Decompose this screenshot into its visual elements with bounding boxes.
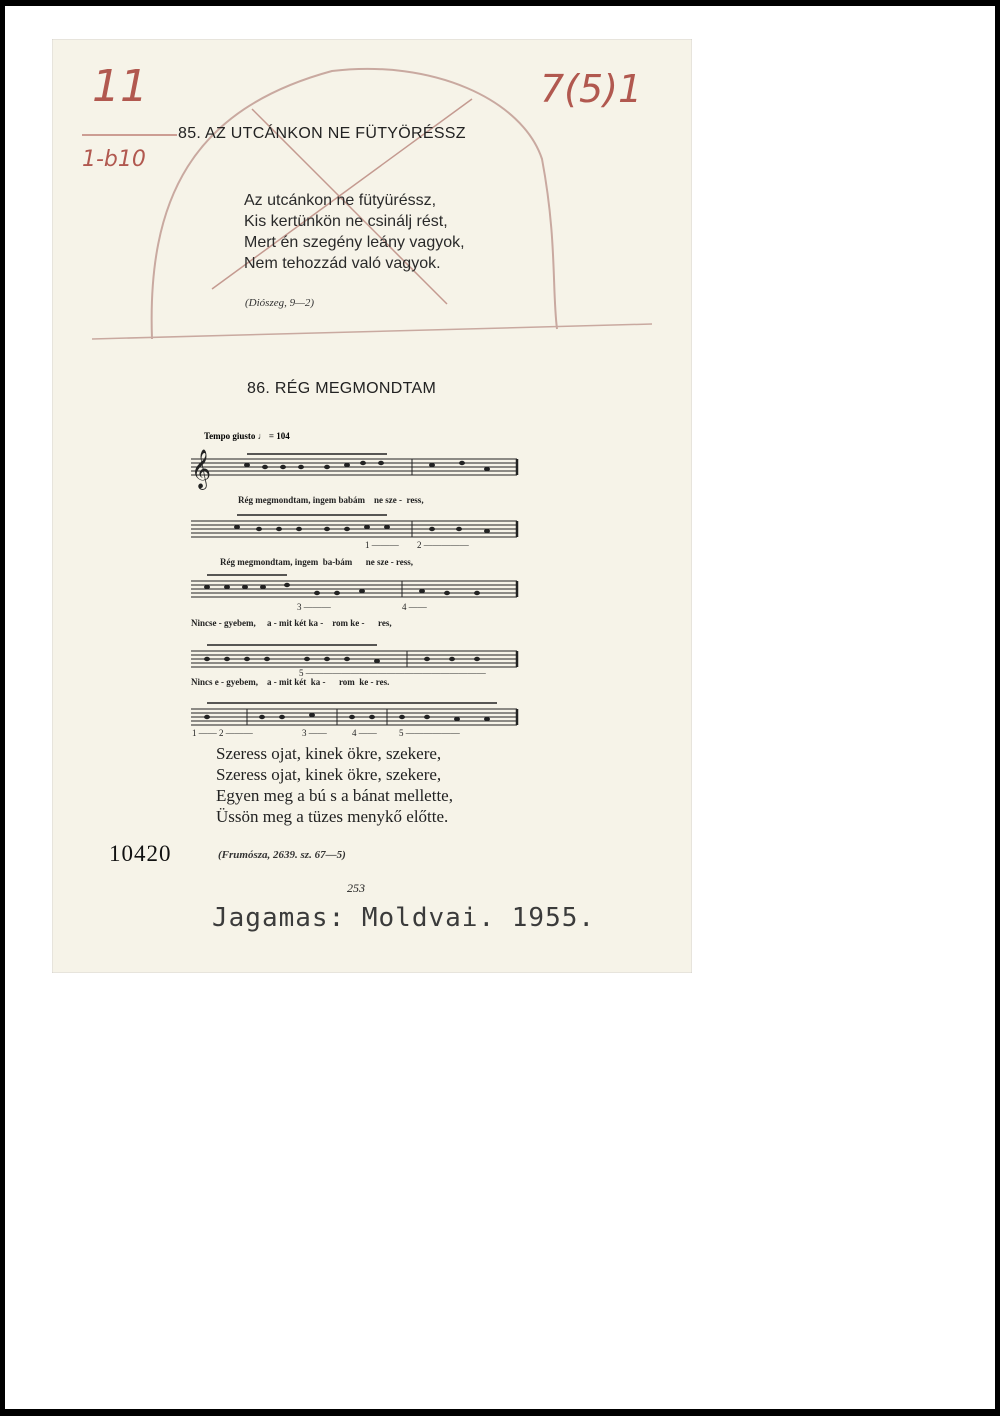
pencil-code-left: 1-b10 bbox=[82, 147, 146, 172]
svg-text:3 ———: 3 ——— bbox=[297, 602, 331, 612]
lyric-line: Nincse - gyebem, a - mit két ka - rom ke - res, bbox=[191, 618, 392, 628]
svg-text:4 ——: 4 —— bbox=[402, 602, 427, 612]
music-notation bbox=[187, 444, 522, 744]
archive-card bbox=[52, 39, 692, 973]
song-85-source: (Diószeg, 9—2) bbox=[245, 297, 315, 309]
song-86-source: (Frumósza, 2639. sz. 67—5) bbox=[218, 849, 346, 861]
lyric-line: Nincs e - gyebem, a - mit két ka - rom ke - res. bbox=[191, 677, 390, 687]
tempo-marking: Tempo giusto ♩ = 104 bbox=[204, 431, 290, 441]
svg-text:5 ——————: 5 —————— bbox=[399, 728, 460, 738]
pencil-number: 11 bbox=[92, 61, 148, 112]
scan-background bbox=[5, 6, 995, 1409]
pencil-code-right: 7(5)1 bbox=[540, 67, 643, 111]
verse-line: Szeress ojat, kinek ökre, szekere, bbox=[216, 744, 442, 763]
svg-text:4 ——: 4 —— bbox=[352, 728, 377, 738]
verse-line: Mert én szegény leány vagyok, bbox=[244, 234, 465, 251]
svg-text:3 ——: 3 —— bbox=[302, 728, 327, 738]
verse-line: Szeress ojat, kinek ökre, szekere, bbox=[216, 765, 442, 784]
song-85-verse bbox=[244, 190, 465, 274]
svg-text:5 ————————————————————: 5 ———————————————————— bbox=[299, 668, 486, 678]
verse-line: Üssön meg a tüzes menykő előtte. bbox=[216, 807, 449, 826]
verse-line: Egyen meg a bú s a bánat mellette, bbox=[216, 786, 453, 805]
verse-line: Kis kertünkön ne csinálj rést, bbox=[244, 213, 448, 230]
lyric-line: Rég megmondtam, ingem ba-bám ne sze - ress, bbox=[220, 557, 414, 567]
svg-text:𝄞: 𝄞 bbox=[191, 449, 212, 489]
page-number: 253 bbox=[347, 881, 365, 895]
verse-line: Nem tehozzád való vagyok. bbox=[244, 255, 441, 272]
song-86-title: 86. RÉG MEGMONDTAM bbox=[247, 380, 437, 397]
verse-line: Az utcánkon ne fütyüréssz, bbox=[244, 192, 437, 209]
inventory-number: 10420 bbox=[109, 841, 172, 866]
svg-text:1 ———: 1 ——— bbox=[365, 540, 399, 550]
song-86-verse bbox=[216, 743, 453, 827]
song-85-title: 85. AZ UTCÁNKON NE FÜTYÖRÉSSZ bbox=[178, 125, 466, 142]
svg-text:1 —— 2 ———: 1 —— 2 ——— bbox=[192, 728, 253, 738]
lyric-line: Rég megmondtam, ingem babám ne sze - ress, bbox=[238, 495, 424, 505]
handwritten-footer: Jagamas: Moldvai. 1955. bbox=[212, 903, 596, 933]
svg-text:2 —————: 2 ————— bbox=[417, 540, 469, 550]
